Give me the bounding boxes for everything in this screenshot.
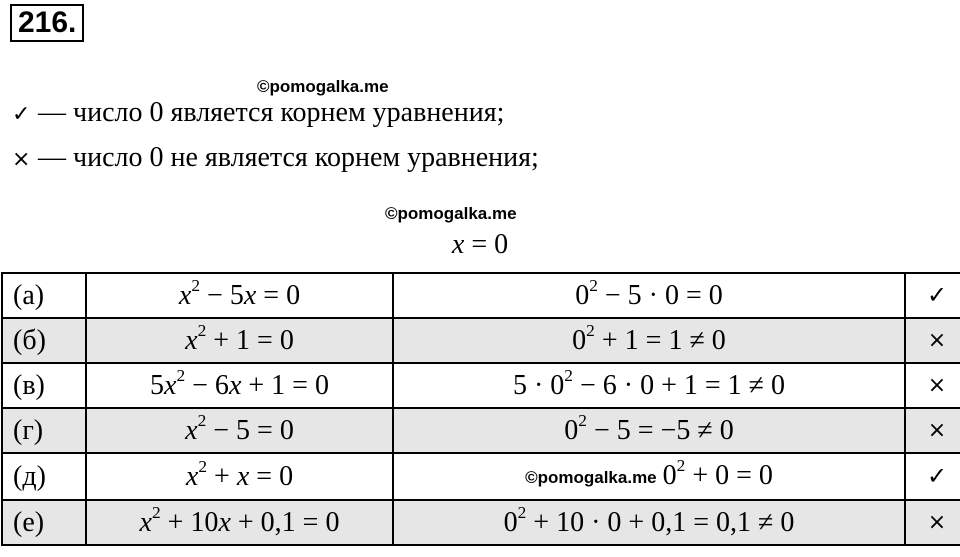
watermark-inline: ©pomogalka.me xyxy=(525,468,657,487)
cross-icon: × xyxy=(12,147,31,172)
row-equation: $x^2 + x = 0$ xyxy=(86,453,393,500)
row-equation: $x^2 - 5 = 0$ xyxy=(86,408,393,453)
legend-line-not-root xyxy=(12,141,539,177)
cross-icon: × xyxy=(905,500,960,545)
cross-icon: × xyxy=(905,363,960,408)
solutions-table xyxy=(1,272,960,546)
legend-text-not-root: — число 0 не является корнем уравнения; xyxy=(38,142,539,173)
checkmark-icon: ✓ xyxy=(905,273,960,318)
table-row xyxy=(2,453,960,500)
row-check: $0^2 - 5 = -5 \ne 0$ xyxy=(393,408,905,453)
table-row xyxy=(2,273,960,318)
legend-text-root: — число 0 является корнем уравнения; xyxy=(38,97,505,128)
table-row xyxy=(2,500,960,545)
cross-icon: × xyxy=(905,408,960,453)
row-equation: $5x^2 - 6x + 1 = 0$ xyxy=(86,363,393,408)
row-check: $0^2 + 1 = 1 \ne 0$ xyxy=(393,318,905,363)
checkmark-icon: ✓ xyxy=(12,102,31,127)
row-check xyxy=(393,453,905,500)
row-equation: $x^2 + 1 = 0$ xyxy=(86,318,393,363)
row-check: $0^2 + 10 \cdot 0 + 0,1 = 0,1 \ne 0$ xyxy=(393,500,905,545)
row-label: (д) xyxy=(2,453,86,500)
given-value: x = 0 xyxy=(451,229,509,260)
row-check-text: $0^2 + 0 = 0$ xyxy=(662,455,773,491)
row-label: (а) xyxy=(2,273,86,318)
row-equation: $x^2 - 5x = 0$ xyxy=(86,273,393,318)
row-label: (б) xyxy=(2,318,86,363)
problem-number: 216. xyxy=(10,4,84,42)
legend-line-root xyxy=(12,96,504,132)
table-row xyxy=(2,318,960,363)
watermark-top: ©pomogalka.me xyxy=(257,77,389,96)
row-check: $0^2 - 5 \cdot 0 = 0$ xyxy=(393,273,905,318)
row-equation: $x^2 + 10x + 0,1 = 0$ xyxy=(86,500,393,545)
row-label: (е) xyxy=(2,500,86,545)
row-check: $5 \cdot 0^2 - 6 \cdot 0 + 1 = 1 \ne 0$ xyxy=(393,363,905,408)
cross-icon: × xyxy=(905,318,960,363)
watermark-middle: ©pomogalka.me xyxy=(385,204,517,223)
row-label: (в) xyxy=(2,363,86,408)
table-row xyxy=(2,408,960,453)
row-label: (г) xyxy=(2,408,86,453)
table-row xyxy=(2,363,960,408)
checkmark-icon: ✓ xyxy=(905,453,960,500)
